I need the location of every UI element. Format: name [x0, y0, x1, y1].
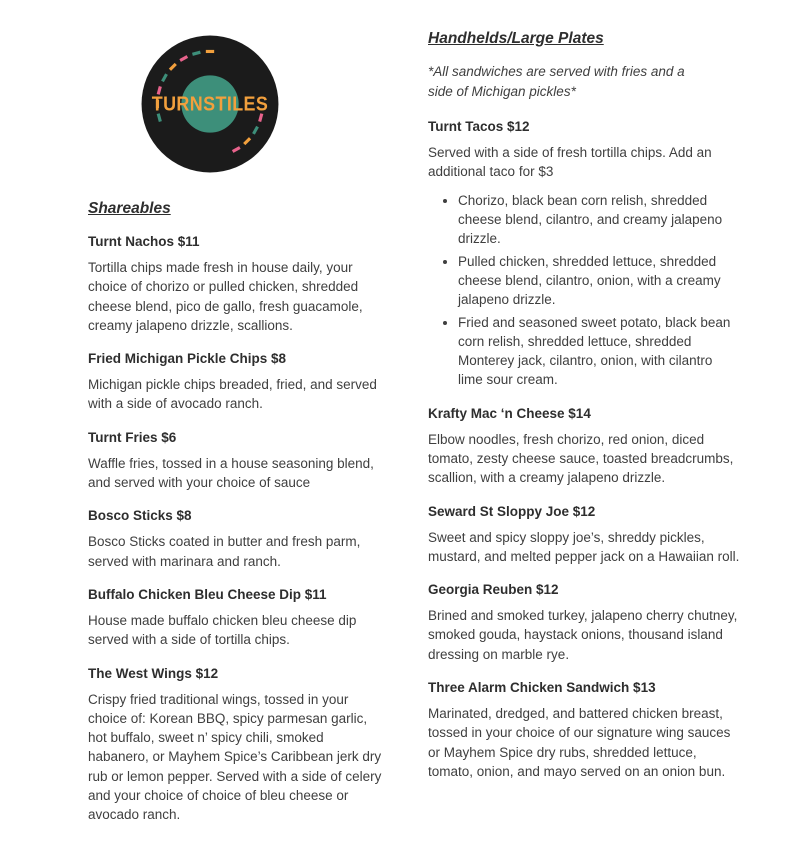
- menu-item-desc: Michigan pickle chips breaded, fried, and served with a side of avocado ranch.: [88, 377, 377, 412]
- menu-item-desc: Served with a side of fresh tortilla chips. Add an additional taco for $3: [428, 145, 712, 180]
- menu-item-desc: Crispy fried traditional wings, tossed in your choice of: Korean BBQ, spicy parmesan garlic, hot buffalo, sweet n’ spicy chili, smoked habanero, or Mayhem Spice’s Caribbean jerk dry rub or lemon pepper. Served with a side of celery and your choice of choice of bleu cheese or avocado ranch.: [88, 691, 382, 823]
- menu-item-desc: House made buffalo chicken bleu cheese dip served with a side of tortilla chips.: [88, 612, 357, 648]
- sandwich-note: *All sandwiches are served with fries and a side of Michigan pickles*: [428, 64, 685, 99]
- taco-option-item: • Pulled chicken, shredded lettuce, shredded cheese blend, cilantro, onion, with a creamy jalapeno drizzle.: [458, 252, 740, 310]
- section-heading-shareables: Shareables: [88, 200, 171, 217]
- menu-item-name: Bosco Sticks $8: [88, 508, 192, 524]
- menu-item-name: Turnt Tacos $12: [428, 119, 530, 135]
- menu-item-turnt-tacos: [428, 119, 740, 390]
- menu-item-desc: Waffle fries, tossed in a house seasoning blend, and served with your choice of sauce: [88, 455, 374, 491]
- menu-item-name: Buffalo Chicken Bleu Cheese Dip $11: [88, 586, 327, 602]
- menu-item-three-alarm-chicken: [428, 680, 740, 781]
- taco-option-item: • Chorizo, black bean corn relish, shredded cheese blend, cilantro, and creamy jalapeno drizzle.: [458, 191, 740, 249]
- menu-item-desc: Marinated, dredged, and battered chicken breast, tossed in your choice of our signature wing sauces or Mayhem Spice dry rubs, shredded lettuce, tomato, onion, and mayo served on an onion bun.: [428, 706, 731, 779]
- menu-item-west-wings: [88, 666, 382, 825]
- menu-item-name: Turnt Nachos $11: [88, 234, 200, 249]
- logo-brand-text: TURNSTILES: [151, 93, 269, 116]
- menu-item-buffalo-chicken-dip: [88, 587, 382, 650]
- menu-item-name: Turnt Fries $6: [88, 429, 177, 445]
- menu-item-bosco-sticks: [88, 508, 382, 571]
- menu-item-krafty-mac: [428, 406, 740, 488]
- taco-option-item: • Fried and seasoned sweet potato, black bean corn relish, shredded lettuce, shredded Monterey jack, cilantro, onion, with cilantro lime sour cream.: [458, 313, 740, 390]
- menu-item-name: Krafty Mac ‘n Cheese $14: [428, 405, 591, 421]
- left-column: [88, 26, 382, 825]
- section-heading-handhelds: Handhelds/Large Plates: [428, 30, 604, 47]
- menu-item-georgia-reuben: [428, 582, 740, 664]
- menu-item-desc: Tortilla chips made fresh in house daily, your choice of chorizo or pulled chicken, shredded cheese blend, pico de gallo, fresh guacamole, creamy jalapeno drizzle, scallions.: [88, 260, 363, 333]
- menu-item-name: Georgia Reuben $12: [428, 582, 559, 598]
- record-logo-icon: [136, 30, 284, 178]
- turnstiles-logo: [136, 30, 284, 178]
- menu-item-fried-pickle-chips: [88, 351, 382, 414]
- menu-item-turnt-fries: [88, 430, 382, 493]
- taco-options-list: [428, 191, 740, 390]
- right-column: [428, 30, 740, 781]
- menu-item-turnt-nachos: [88, 234, 382, 335]
- menu-item-desc: Elbow noodles, fresh chorizo, red onion, diced tomato, zesty cheese sauce, toasted breadcrumbs, scallion, with a creamy jalapeno drizzle.: [428, 431, 734, 486]
- menu-item-name: Three Alarm Chicken Sandwich $13: [428, 680, 656, 696]
- menu-item-desc: Bosco Sticks coated in butter and fresh parm, served with marinara and ranch.: [88, 534, 361, 569]
- menu-item-desc: Sweet and spicy sloppy joe’s, shreddy pickles, mustard, and melted pepper jack on a Hawaiian roll.: [428, 529, 740, 564]
- menu-item-name: Fried Michigan Pickle Chips $8: [88, 351, 287, 367]
- menu-item-sloppy-joe: [428, 504, 740, 567]
- menu-item-name: The West Wings $12: [88, 665, 219, 681]
- menu-item-desc: Brined and smoked turkey, jalapeno cherry chutney, smoked gouda, haystack onions, thousand island dressing on marble rye.: [428, 608, 738, 662]
- menu-item-name: Seward St Sloppy Joe $12: [428, 503, 596, 519]
